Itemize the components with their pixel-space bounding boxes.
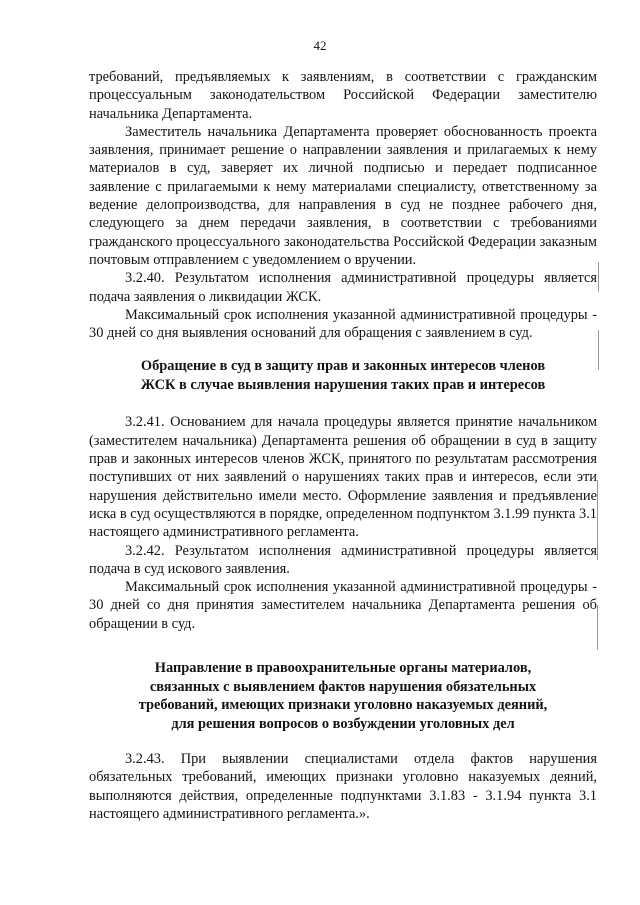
paragraph: 3.2.43. При выявлении специалистами отдела фактов нарушения обязательных требований, имеющих признаки уголовно наказуемых деяний, выполняются действия, определенные подпунктами 3.1.83 - 3.1.94 пункта 3.1 настоящего административного регламента.». bbox=[89, 751, 597, 822]
paragraph: требований, предъявляемых к заявлениям, в соответствии с гражданским процессуальным законодательством Российской Федерации заместителю начальника Департамента. bbox=[89, 69, 597, 122]
paragraph: 3.2.42. Результатом исполнения административной процедуры является подача в суд искового заявления. bbox=[89, 542, 597, 577]
heading-line: Обращение в суд в защиту прав и законных интересов членов bbox=[140, 358, 546, 375]
scan-margin-mark bbox=[598, 262, 599, 292]
heading-line: требований, имеющих признаки уголовно наказуемых деяний, bbox=[138, 697, 548, 714]
paragraph: 3.2.40. Результатом исполнения административной процедуры является подача заявления о ликвидации ЖСК. bbox=[89, 270, 597, 305]
heading-line: для решения вопросов о возбуждении уголовных дел bbox=[171, 715, 515, 732]
section-heading bbox=[89, 357, 597, 394]
heading-line: ЖСК в случае выявления нарушения таких прав и интересов bbox=[140, 376, 546, 393]
paragraph: Заместитель начальника Департамента проверяет обоснованность проекта заявления, принимает решение о направлении заявления и прилагаемых к нему материалов в суд, заверяет их личной подписью и передает подписанное заявление с прилагаемыми к нему материалами специалисту, ответственному за ведение делопроизводства, для направления в суд не позднее рабочего дня, следующего за днем передачи заявления, в соответствии с требованиями гражданского процессуального законодательства Российской Федерации заказным почтовым отправлением с уведомлением о вручении. bbox=[89, 123, 597, 268]
paragraph: 3.2.41. Основанием для начала процедуры является принятие начальником (заместителем начальника) Департамента решения об обращении в суд в защиту прав и законных интересов членов ЖСК, принятого по результатам рассмотрения поступивших от них заявлений о нарушениях таких прав и интересов, если эти нарушения действительно имели место. Оформление заявления и предъявление иска в суд осуществляются в порядке, определенном подпунктом 3.1.99 пункта 3.1 настоящего административного регламента. bbox=[89, 414, 597, 541]
scan-margin-mark bbox=[597, 605, 598, 650]
section-law-enforcement bbox=[89, 750, 597, 823]
document-body bbox=[89, 68, 597, 823]
scan-margin-mark bbox=[597, 480, 598, 560]
paragraph: Максимальный срок исполнения указанной административной процедуры - 30 дней со дня выявления оснований для обращения с заявлением в суд. bbox=[89, 306, 597, 342]
heading-line: Направление в правоохранительные органы материалов, bbox=[154, 660, 532, 677]
section-court-protection bbox=[89, 413, 597, 633]
paragraph: Максимальный срок исполнения указанной административной процедуры - 30 дней со дня принятия заместителем начальника Департамента решения об обращении в суд. bbox=[89, 579, 597, 632]
page-number: 42 bbox=[313, 38, 327, 53]
heading-line: связанных с выявлением фактов нарушения обязательных bbox=[149, 678, 537, 695]
section-heading bbox=[89, 659, 597, 733]
scan-margin-mark bbox=[598, 330, 599, 370]
section-intro bbox=[89, 68, 597, 342]
